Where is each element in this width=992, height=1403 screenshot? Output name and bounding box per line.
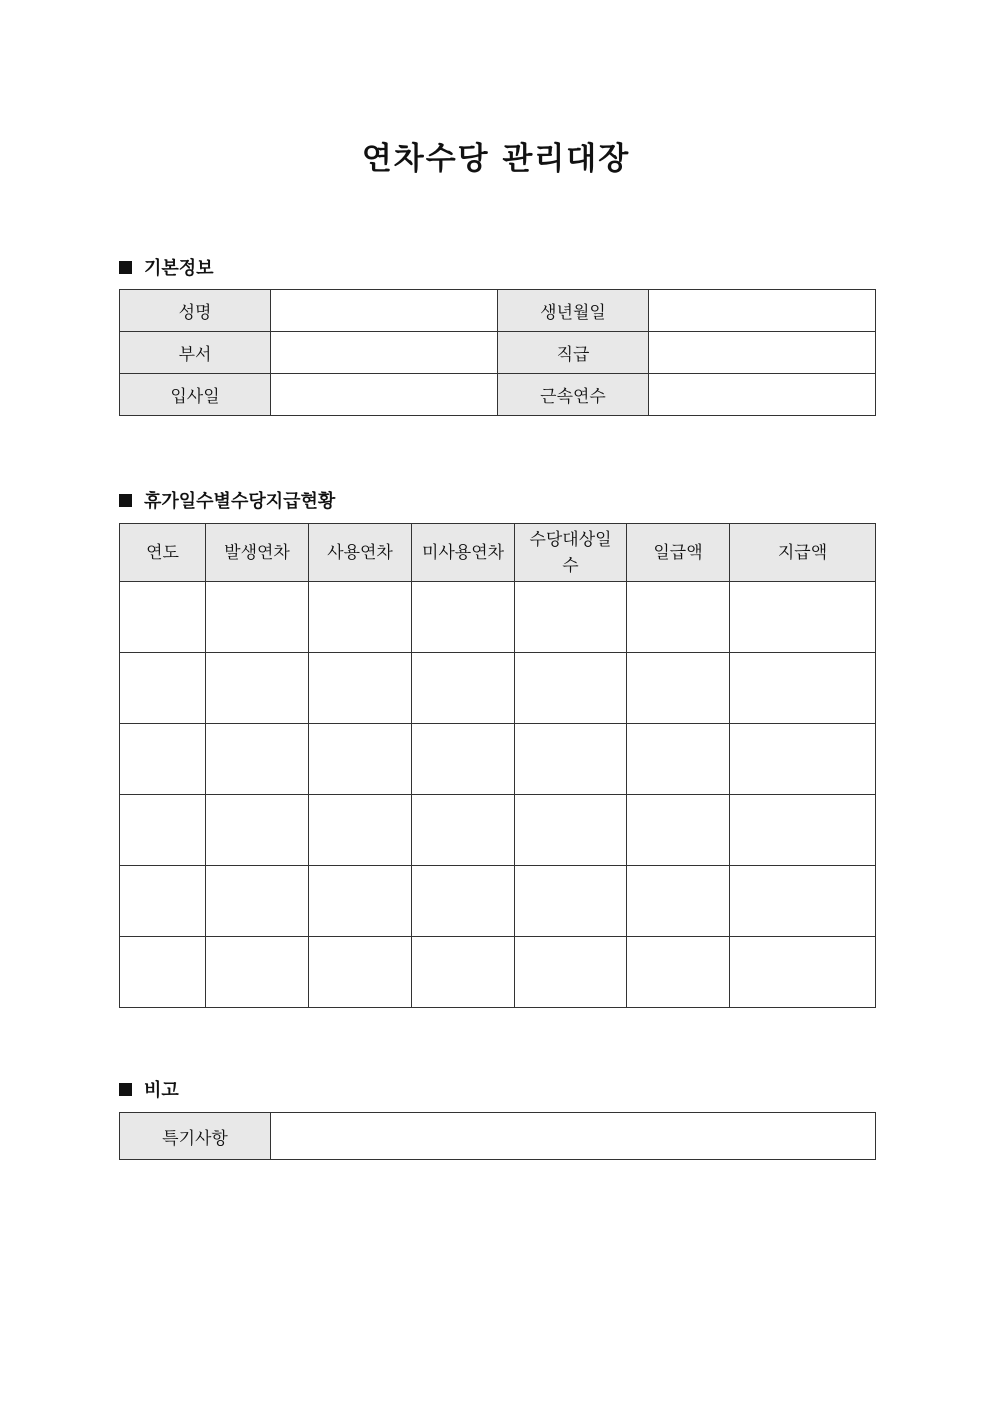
position-label: 직급: [498, 332, 649, 374]
table-cell[interactable]: [206, 866, 309, 937]
table-cell[interactable]: [120, 724, 206, 795]
table-cell[interactable]: [627, 653, 730, 724]
table-cell[interactable]: [120, 653, 206, 724]
table-cell[interactable]: [627, 937, 730, 1008]
table-row: [120, 1113, 876, 1160]
table-cell[interactable]: [730, 653, 876, 724]
table-cell[interactable]: [309, 937, 412, 1008]
table-cell[interactable]: [206, 653, 309, 724]
table-row: [120, 290, 876, 332]
table-cell[interactable]: [730, 724, 876, 795]
square-bullet-icon: [119, 1083, 132, 1096]
name-label: 성명: [120, 290, 271, 332]
remarks-heading: [119, 1076, 179, 1102]
remarks-table: [119, 1112, 876, 1160]
table-cell[interactable]: [120, 866, 206, 937]
column-header-unused-leave: 미사용연차: [412, 524, 515, 582]
table-cell[interactable]: [515, 582, 627, 653]
table-row: [120, 374, 876, 416]
table-cell[interactable]: [206, 582, 309, 653]
table-cell[interactable]: [412, 724, 515, 795]
hire-date-label: 입사일: [120, 374, 271, 416]
table-row: [120, 724, 876, 795]
table-cell[interactable]: [120, 795, 206, 866]
department-label: 부서: [120, 332, 271, 374]
table-header-row: [120, 524, 876, 582]
table-cell[interactable]: [412, 866, 515, 937]
square-bullet-icon: [119, 494, 132, 507]
payment-status-heading: [119, 487, 335, 513]
payment-status-heading-text: 휴가일수별수당지급현황: [144, 491, 336, 512]
table-cell[interactable]: [412, 937, 515, 1008]
table-cell[interactable]: [515, 795, 627, 866]
table-cell[interactable]: [730, 582, 876, 653]
position-field[interactable]: [649, 332, 876, 374]
payment-status-table: [119, 523, 876, 1008]
column-header-payment-amount: 지급액: [730, 524, 876, 582]
column-header-year: 연도: [120, 524, 206, 582]
table-cell[interactable]: [412, 582, 515, 653]
table-row: [120, 795, 876, 866]
name-field[interactable]: [271, 290, 498, 332]
table-cell[interactable]: [309, 653, 412, 724]
table-row: [120, 582, 876, 653]
table-cell[interactable]: [627, 866, 730, 937]
table-cell[interactable]: [515, 724, 627, 795]
table-cell[interactable]: [627, 582, 730, 653]
basic-info-table: [119, 289, 876, 416]
hire-date-field[interactable]: [271, 374, 498, 416]
document-title: 연차수당 관리대장: [361, 141, 631, 177]
table-cell[interactable]: [515, 937, 627, 1008]
table-cell[interactable]: [730, 866, 876, 937]
table-cell[interactable]: [309, 582, 412, 653]
column-header-used-leave: 사용연차: [309, 524, 412, 582]
column-header-daily-wage: 일급액: [627, 524, 730, 582]
table-cell[interactable]: [309, 866, 412, 937]
table-cell[interactable]: [515, 653, 627, 724]
table-cell[interactable]: [206, 937, 309, 1008]
table-cell[interactable]: [206, 724, 309, 795]
column-header-accrued-leave: 발생연차: [206, 524, 309, 582]
birthdate-field[interactable]: [649, 290, 876, 332]
remarks-heading-text: 비고: [144, 1080, 179, 1101]
table-cell[interactable]: [206, 795, 309, 866]
basic-info-heading: [119, 254, 214, 280]
table-cell[interactable]: [120, 582, 206, 653]
table-cell[interactable]: [627, 795, 730, 866]
column-header-eligible-days: 수당대상일수: [515, 524, 627, 582]
special-notes-label: 특기사항: [120, 1113, 271, 1160]
table-row: [120, 332, 876, 374]
table-row: [120, 653, 876, 724]
table-cell[interactable]: [412, 653, 515, 724]
table-row: [120, 937, 876, 1008]
basic-info-heading-text: 기본정보: [144, 258, 214, 279]
table-cell[interactable]: [309, 795, 412, 866]
years-of-service-label: 근속연수: [498, 374, 649, 416]
special-notes-field[interactable]: [271, 1113, 876, 1160]
table-cell[interactable]: [515, 866, 627, 937]
table-cell[interactable]: [627, 724, 730, 795]
table-cell[interactable]: [309, 724, 412, 795]
square-bullet-icon: [119, 261, 132, 274]
years-of-service-field[interactable]: [649, 374, 876, 416]
table-cell[interactable]: [120, 937, 206, 1008]
birthdate-label: 생년월일: [498, 290, 649, 332]
table-cell[interactable]: [412, 795, 515, 866]
table-cell[interactable]: [730, 795, 876, 866]
table-row: [120, 866, 876, 937]
department-field[interactable]: [271, 332, 498, 374]
table-cell[interactable]: [730, 937, 876, 1008]
